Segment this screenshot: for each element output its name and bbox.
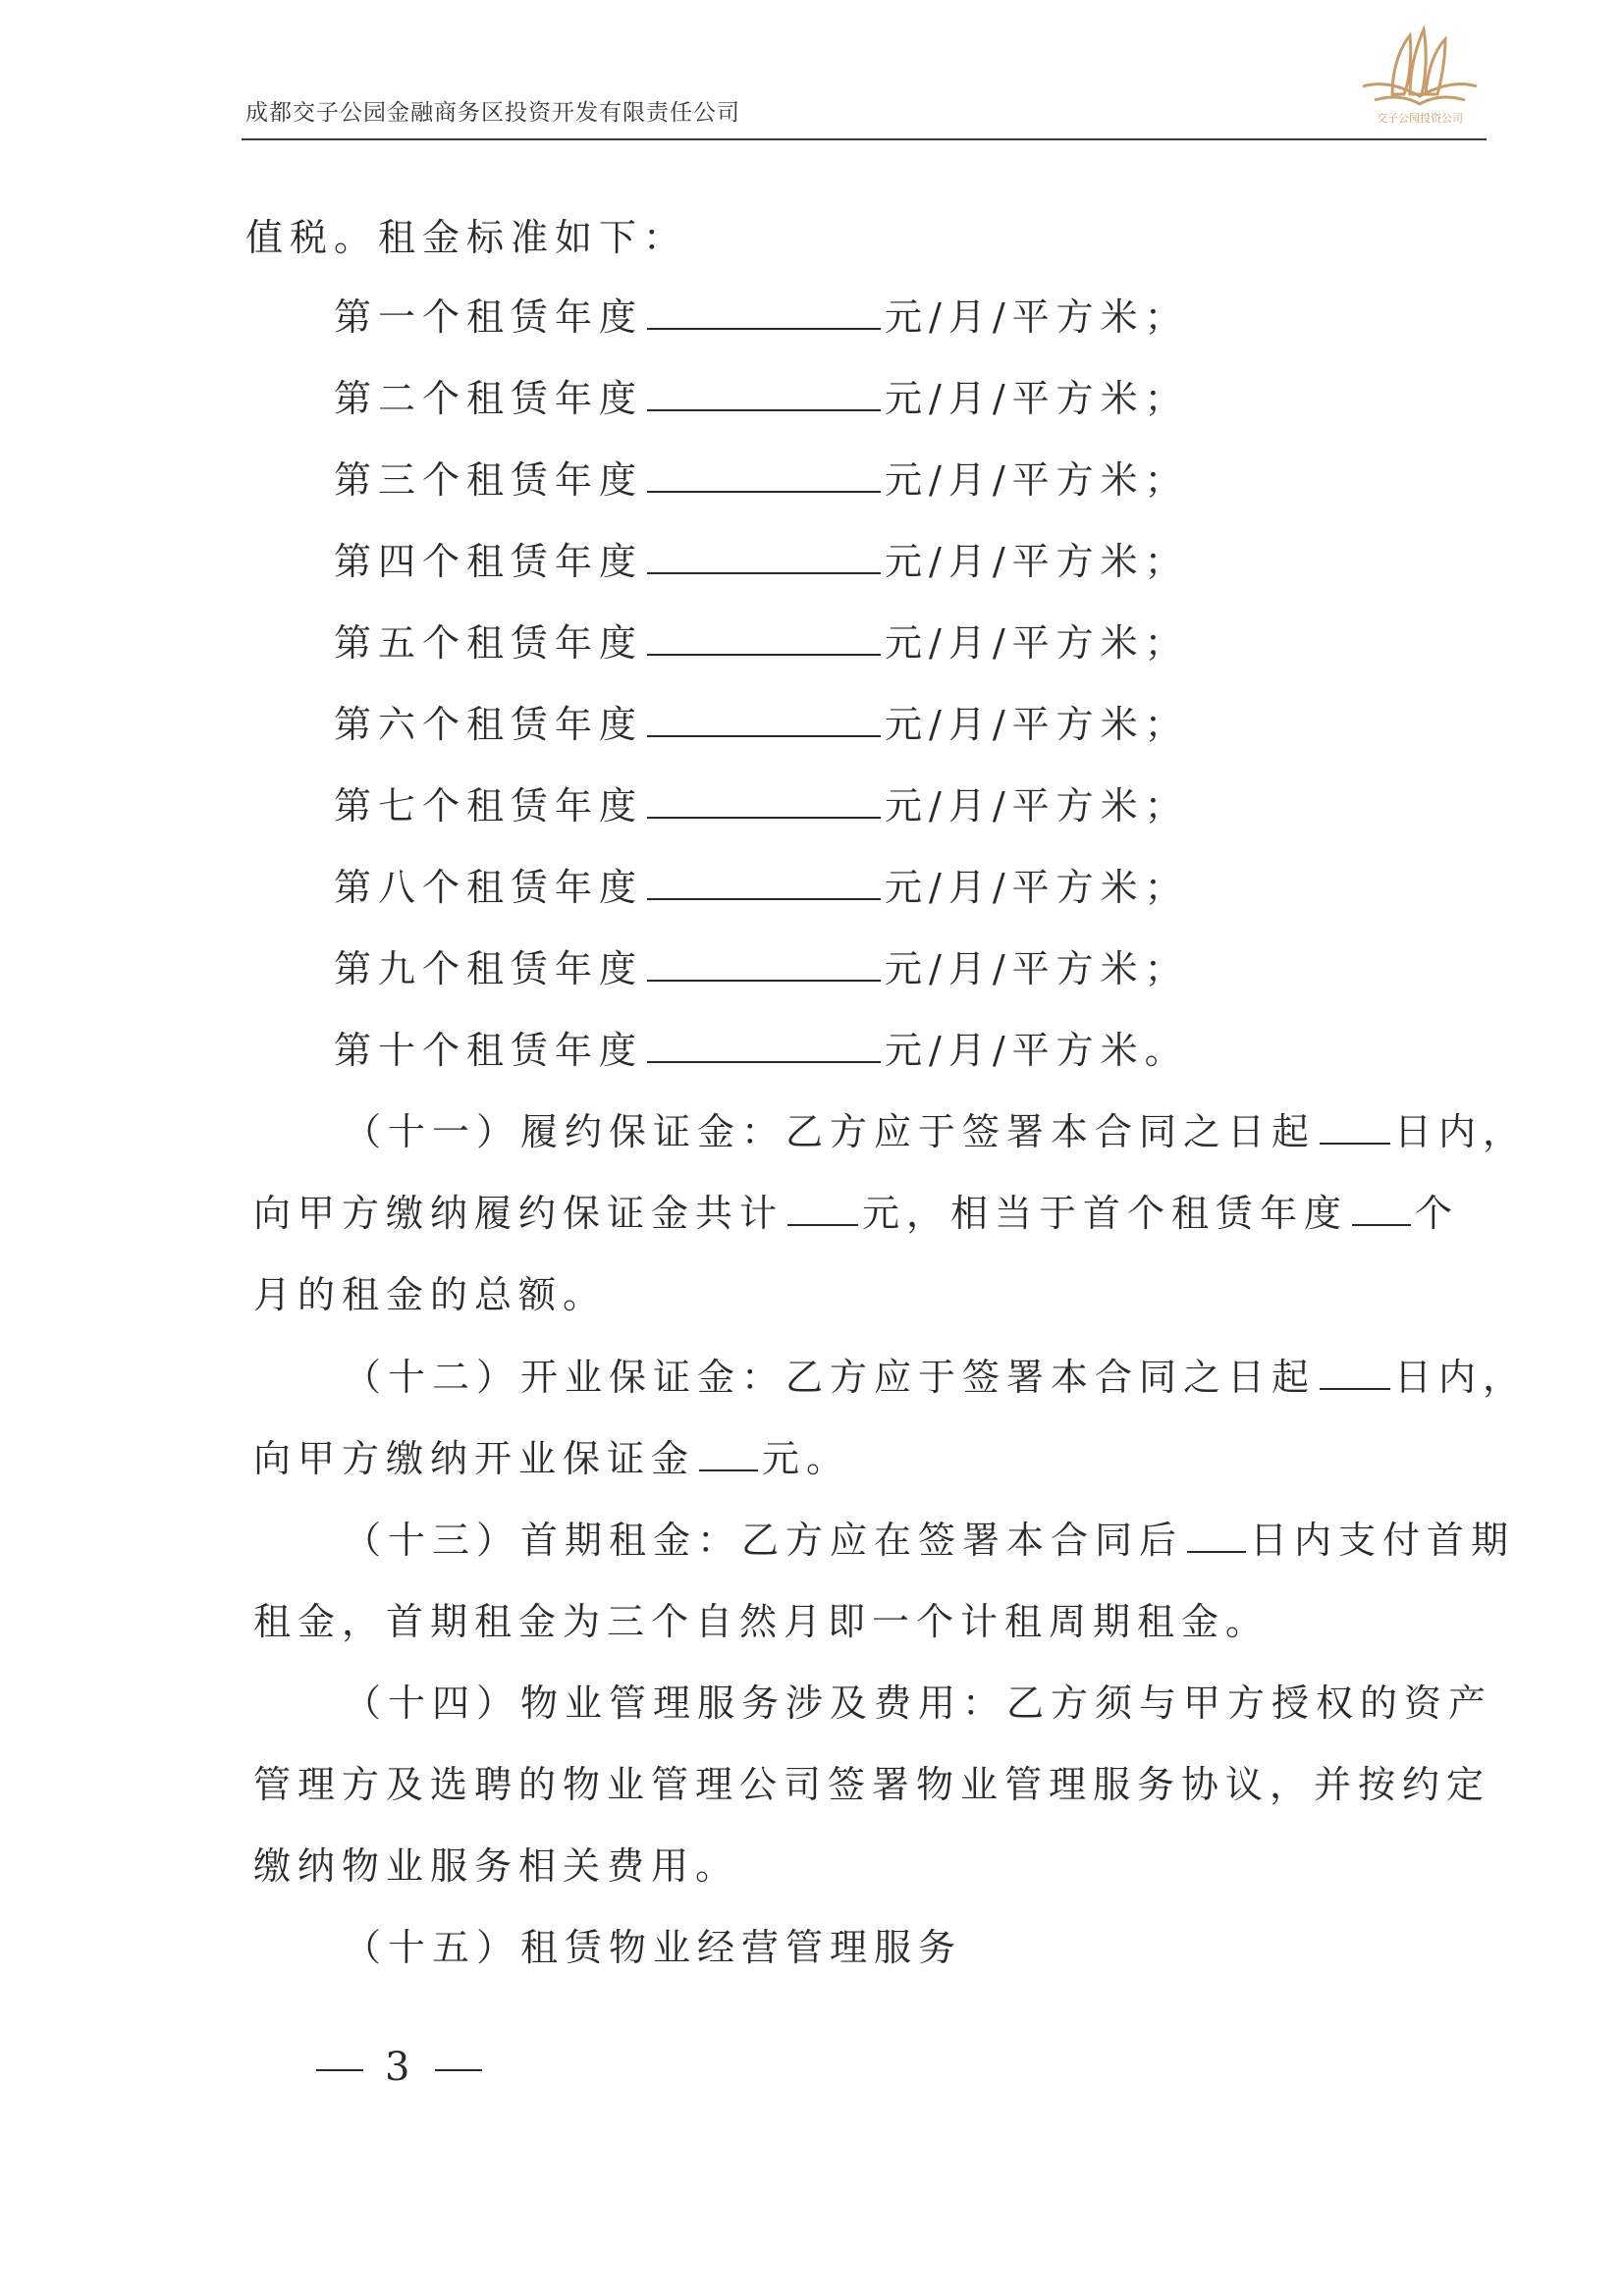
rent-amount-blank [647, 946, 881, 982]
rent-year-row [334, 864, 1189, 911]
rent-year-row [334, 1027, 1189, 1074]
clause-12-line-1 [344, 1354, 1527, 1401]
rent-amount-blank [647, 620, 881, 656]
rent-amount-blank [647, 702, 881, 737]
rent-unit: 元/月/平方米； [885, 295, 1189, 339]
rent-unit: 元/月/平方米； [885, 377, 1189, 420]
clause-text: （十一）履约保证金：乙方应于签署本合同之日起 [344, 1110, 1317, 1153]
clause-11-line-1 [344, 1108, 1527, 1155]
rent-unit: 元/月/平方米； [885, 540, 1189, 583]
rent-amount-blank [647, 539, 881, 574]
days-blank [1320, 1109, 1390, 1145]
rent-year-row [334, 375, 1189, 422]
rent-amount-blank [647, 457, 881, 493]
clause-text: 日内， [1394, 1110, 1528, 1153]
rent-unit: 元/月/平方米； [885, 947, 1189, 990]
clause-text: 元。 [762, 1437, 851, 1480]
clause-14-line-3: 缴纳物业服务相关费用。 [253, 1844, 740, 1888]
rent-year-row [334, 782, 1189, 829]
rent-year-row [334, 456, 1189, 504]
clause-text: 元，相当于首个租赁年度 [862, 1192, 1349, 1235]
clause-text: （十二）开业保证金：乙方应于签署本合同之日起 [344, 1356, 1317, 1399]
clause-15-line-1: （十五）租赁物业经营管理服务 [344, 1926, 963, 1969]
clause-11-line-2 [253, 1190, 1459, 1237]
rent-year-label: 第十个租赁年度 [334, 1029, 644, 1072]
rent-year-label: 第一个租赁年度 [334, 295, 644, 339]
rent-year-label: 第三个租赁年度 [334, 458, 644, 502]
rent-year-row [334, 945, 1189, 992]
rent-year-row [334, 538, 1189, 585]
dash-left [316, 2069, 363, 2071]
intro-line: 值税。租金标准如下： [245, 216, 688, 259]
rent-year-label: 第七个租赁年度 [334, 784, 644, 828]
company-logo [1353, 26, 1487, 130]
rent-unit: 元/月/平方米； [885, 784, 1189, 828]
clause-13-line-1 [344, 1517, 1515, 1564]
page-number-value: 3 [385, 2045, 414, 2090]
rent-year-label: 第六个租赁年度 [334, 703, 644, 746]
clause-13-line-2: 租金，首期租金为三个自然月即一个计租周期租金。 [253, 1600, 1271, 1643]
clause-text: （十三）首期租金：乙方应在签署本合同后 [344, 1519, 1184, 1562]
rent-amount-blank [647, 376, 881, 411]
dash-right [435, 2069, 482, 2071]
header-company-name: 成都交子公园金融商务区投资开发有限责任公司 [245, 100, 740, 126]
rent-year-label: 第四个租赁年度 [334, 540, 644, 583]
amount-blank [787, 1191, 858, 1226]
days-blank [1320, 1355, 1390, 1390]
rent-amount-blank [647, 294, 881, 330]
rent-unit: 元/月/平方米； [885, 866, 1189, 909]
rent-year-label: 第二个租赁年度 [334, 377, 644, 420]
rent-year-row [334, 701, 1189, 748]
rent-year-row [334, 619, 1189, 667]
clause-14-line-1: （十四）物业管理服务涉及费用：乙方须与甲方授权的资产 [344, 1682, 1493, 1725]
page-number [295, 2045, 504, 2090]
rent-unit: 元/月/平方米。 [885, 1029, 1189, 1072]
rent-year-label: 第九个租赁年度 [334, 947, 644, 990]
logo-text: 交子公园投资公司 [1377, 112, 1463, 125]
rent-unit: 元/月/平方米； [885, 703, 1189, 746]
days-blank [1187, 1518, 1246, 1553]
months-blank [1352, 1191, 1411, 1226]
clause-text: 日内支付首期 [1250, 1519, 1516, 1562]
amount-blank [699, 1436, 758, 1471]
rent-amount-blank [647, 865, 881, 900]
rent-unit: 元/月/平方米； [885, 458, 1189, 502]
logo-mark-icon [1353, 26, 1487, 110]
rent-year-label: 第五个租赁年度 [334, 621, 644, 665]
rent-amount-blank [647, 1028, 881, 1063]
clause-text: 个 [1415, 1192, 1460, 1235]
clause-11-line-3: 月的租金的总额。 [253, 1273, 608, 1316]
rent-unit: 元/月/平方米； [885, 621, 1189, 665]
clause-text: 日内， [1394, 1356, 1528, 1399]
header-rule [242, 138, 1487, 140]
clause-14-line-2: 管理方及选聘的物业管理公司签署物业管理服务协议，并按约定 [253, 1763, 1491, 1806]
rent-year-label: 第八个租赁年度 [334, 866, 644, 909]
clause-text: 向甲方缴纳履约保证金共计 [253, 1192, 784, 1235]
rent-amount-blank [647, 783, 881, 819]
rent-year-row [334, 294, 1189, 341]
clause-12-line-2 [253, 1435, 850, 1482]
clause-text: 向甲方缴纳开业保证金 [253, 1437, 696, 1480]
